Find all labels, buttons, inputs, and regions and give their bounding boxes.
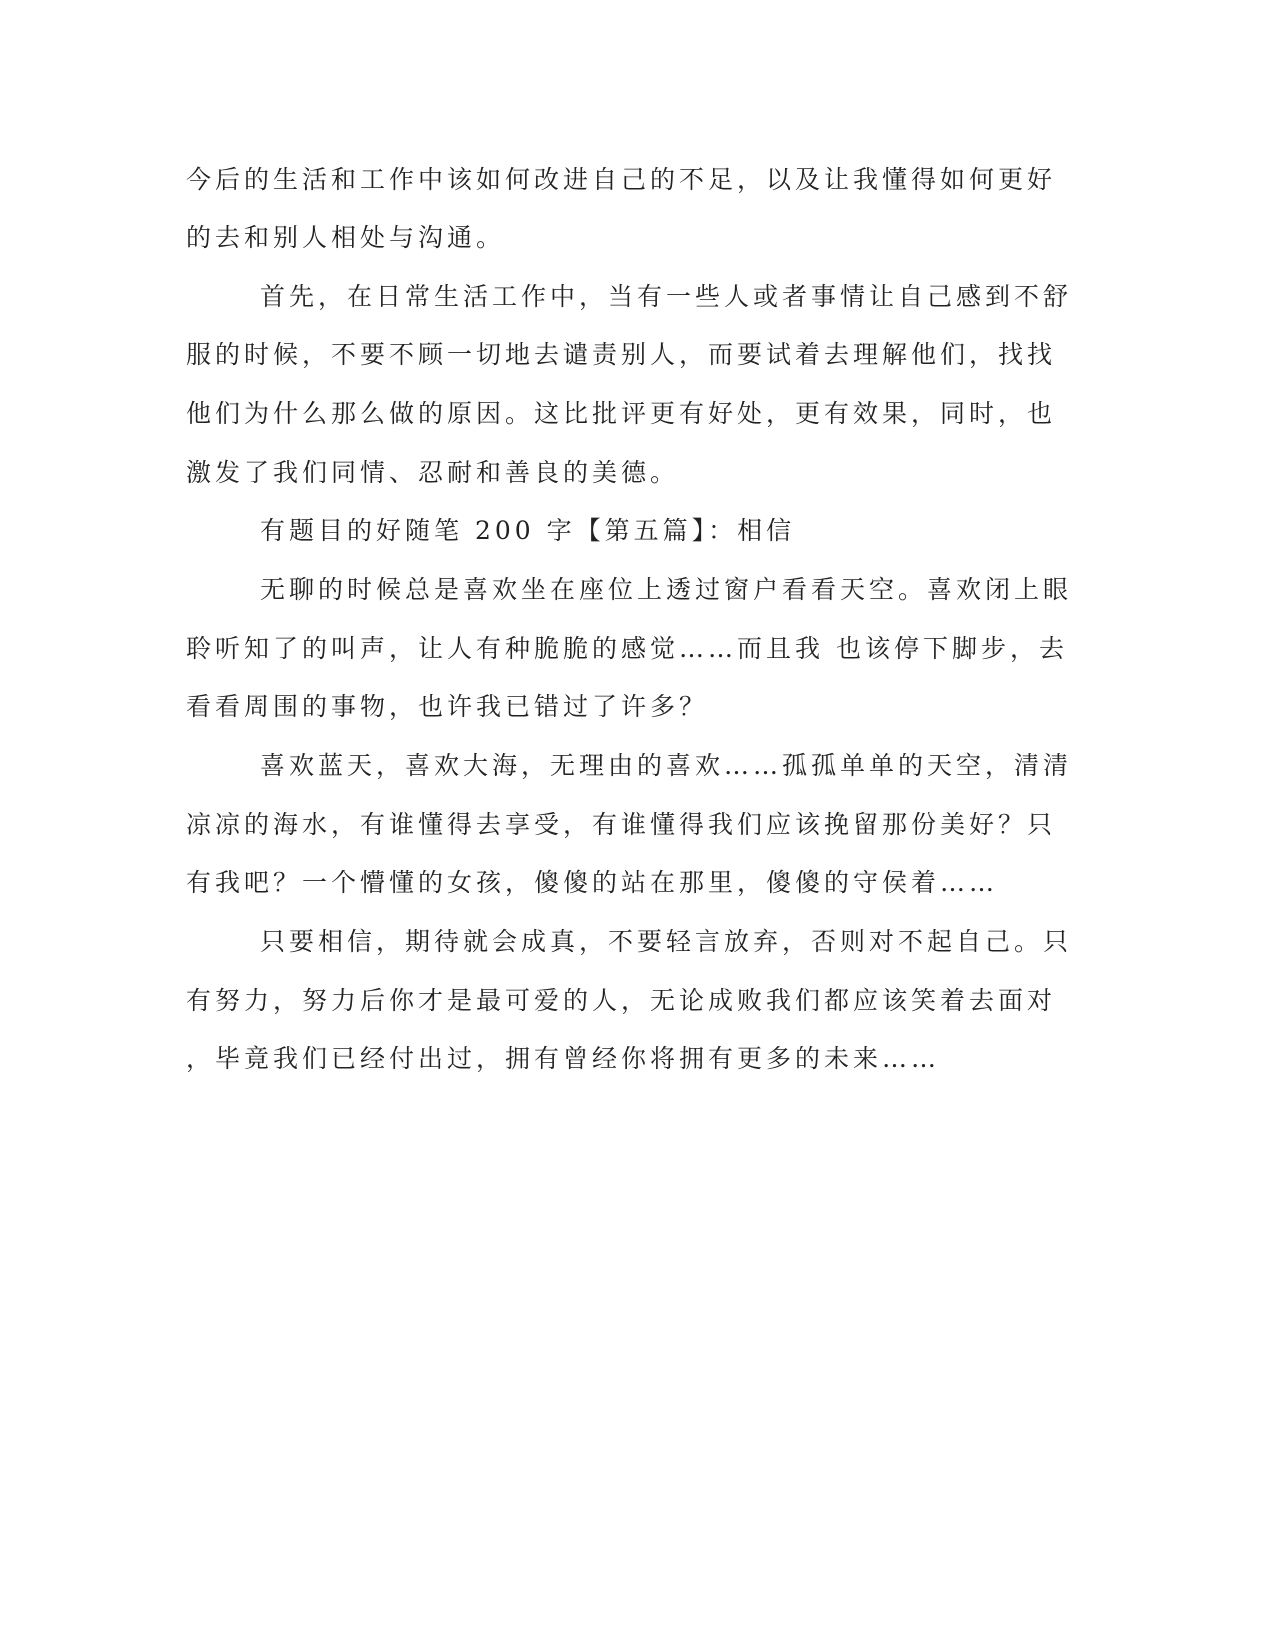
text-line: ，毕竟我们已经付出过，拥有曾经你将拥有更多的未来…… [186, 1044, 941, 1073]
text-line: 看看周围的事物，也许我已错过了许多？ [186, 692, 709, 721]
text-line: 凉凉的海水，有谁懂得去享受，有谁懂得我们应该挽留那份美好？只 [186, 810, 1057, 839]
text-line: 服的时候，不要不顾一切地去谴责别人，而要试着去理解他们，找找 [186, 340, 1057, 369]
text-line: 激发了我们同情、忍耐和善良的美德。 [186, 458, 680, 487]
section-heading: 有题目的好随笔 200 字【第五篇】：相信 [260, 516, 796, 545]
paragraph-start-line: 喜欢蓝天，喜欢大海，无理由的喜欢……孤孤单单的天空，清清 [260, 751, 1073, 780]
text-line: 有努力，努力后你才是最可爱的人，无论成败我们都应该笑着去面对 [186, 986, 1057, 1015]
paragraph-start-line: 首先，在日常生活工作中，当有一些人或者事情让自己感到不舒 [260, 282, 1073, 311]
text-line: 今后的生活和工作中该如何改进自己的不足，以及让我懂得如何更好 [186, 165, 1057, 194]
paragraph-start-line: 只要相信，期待就会成真，不要轻言放弃，否则对不起自己。只 [260, 927, 1073, 956]
text-line: 的去和别人相处与沟通。 [186, 223, 506, 252]
paragraph-start-line: 无聊的时候总是喜欢坐在座位上透过窗户看看天空。喜欢闭上眼 [260, 575, 1073, 604]
text-line: 他们为什么那么做的原因。这比批评更有好处，更有效果，同时，也 [186, 399, 1057, 428]
text-line: 有我吧？一个懵懂的女孩，傻傻的站在那里，傻傻的守侯着…… [186, 868, 999, 897]
text-line: 聆听知了的叫声，让人有种脆脆的感觉……而且我 也该停下脚步，去 [186, 634, 1068, 663]
